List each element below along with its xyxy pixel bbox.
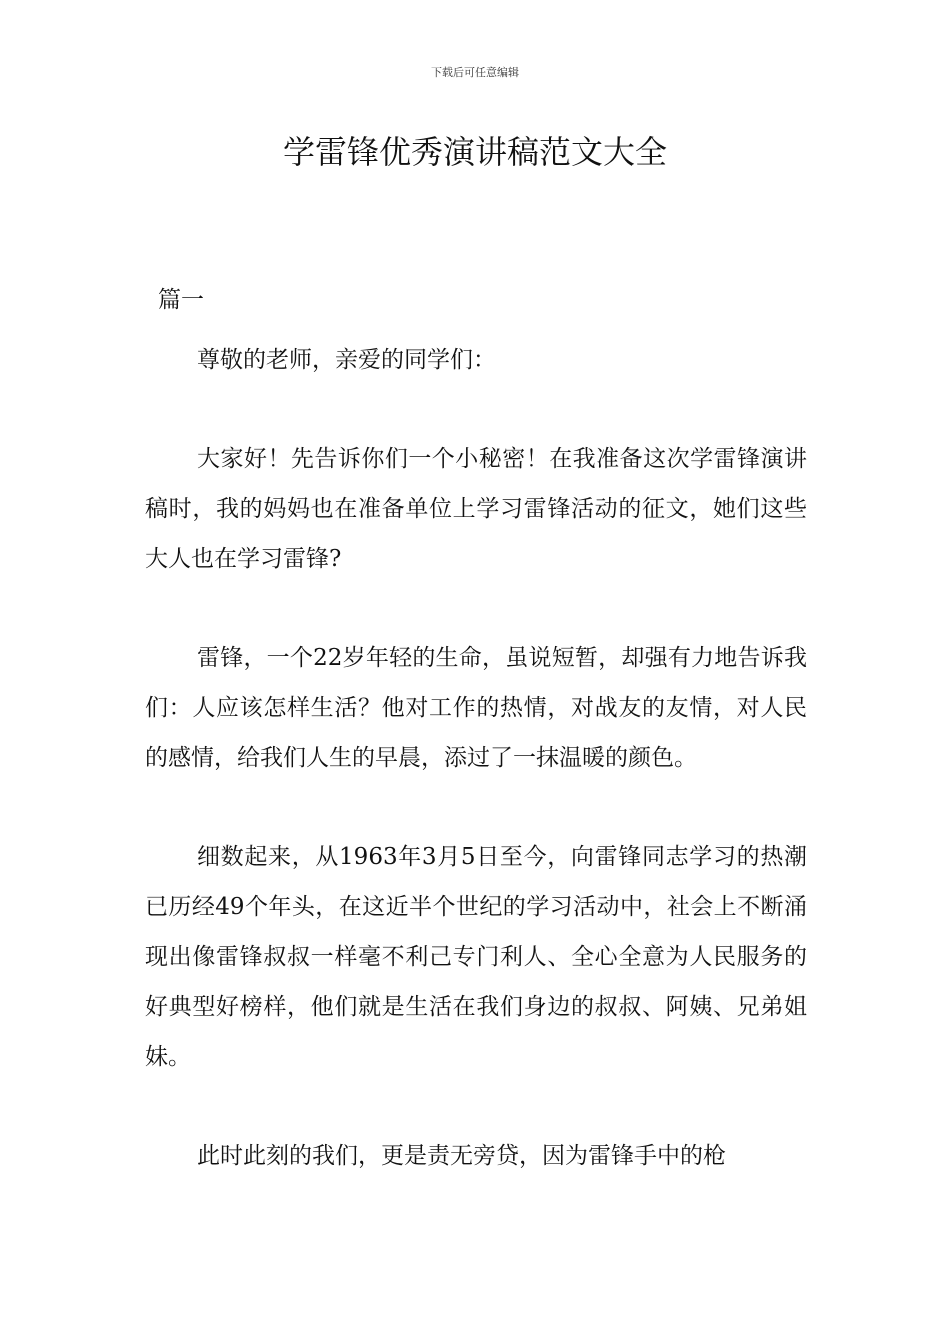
section-label: 篇一	[158, 287, 204, 313]
paragraph: 此时此刻的我们，更是责无旁贷，因为雷锋手中的枪	[197, 1143, 726, 1169]
paragraph: 大家好！先告诉你们一个小秘密！在我准备这次学雷锋演讲稿时，我的妈妈也在准备单位上学习雷锋活动的征文，她们这些大人也在学习雷锋?	[145, 446, 807, 572]
document-title: 学雷锋优秀演讲稿范文大全	[282, 133, 667, 171]
paragraph: 雷锋，一个22岁年轻的生命，虽说短暂，却强有力地告诉我们：人应该怎样生活？他对工作的热情，对战友的友情，对人民的感情，给我们人生的早晨，添过了一抹温暖的颜色。	[145, 645, 807, 771]
paragraph: 细数起来，从1963年3月5日至今，向雷锋同志学习的热潮已历经49个年头，在这近半个世纪的学习活动中，社会上不断涌现出像雷锋叔叔一样毫不利己专门利人、全心全意为人民服务的好典型好榜样，他们就是生活在我们身边的叔叔、阿姨、兄弟姐妹。	[145, 844, 807, 1070]
document-body	[145, 335, 807, 1181]
paragraph-salutation: 尊敬的老师，亲爱的同学们：	[197, 347, 496, 373]
header-note: 下载后可任意编辑	[431, 66, 519, 79]
